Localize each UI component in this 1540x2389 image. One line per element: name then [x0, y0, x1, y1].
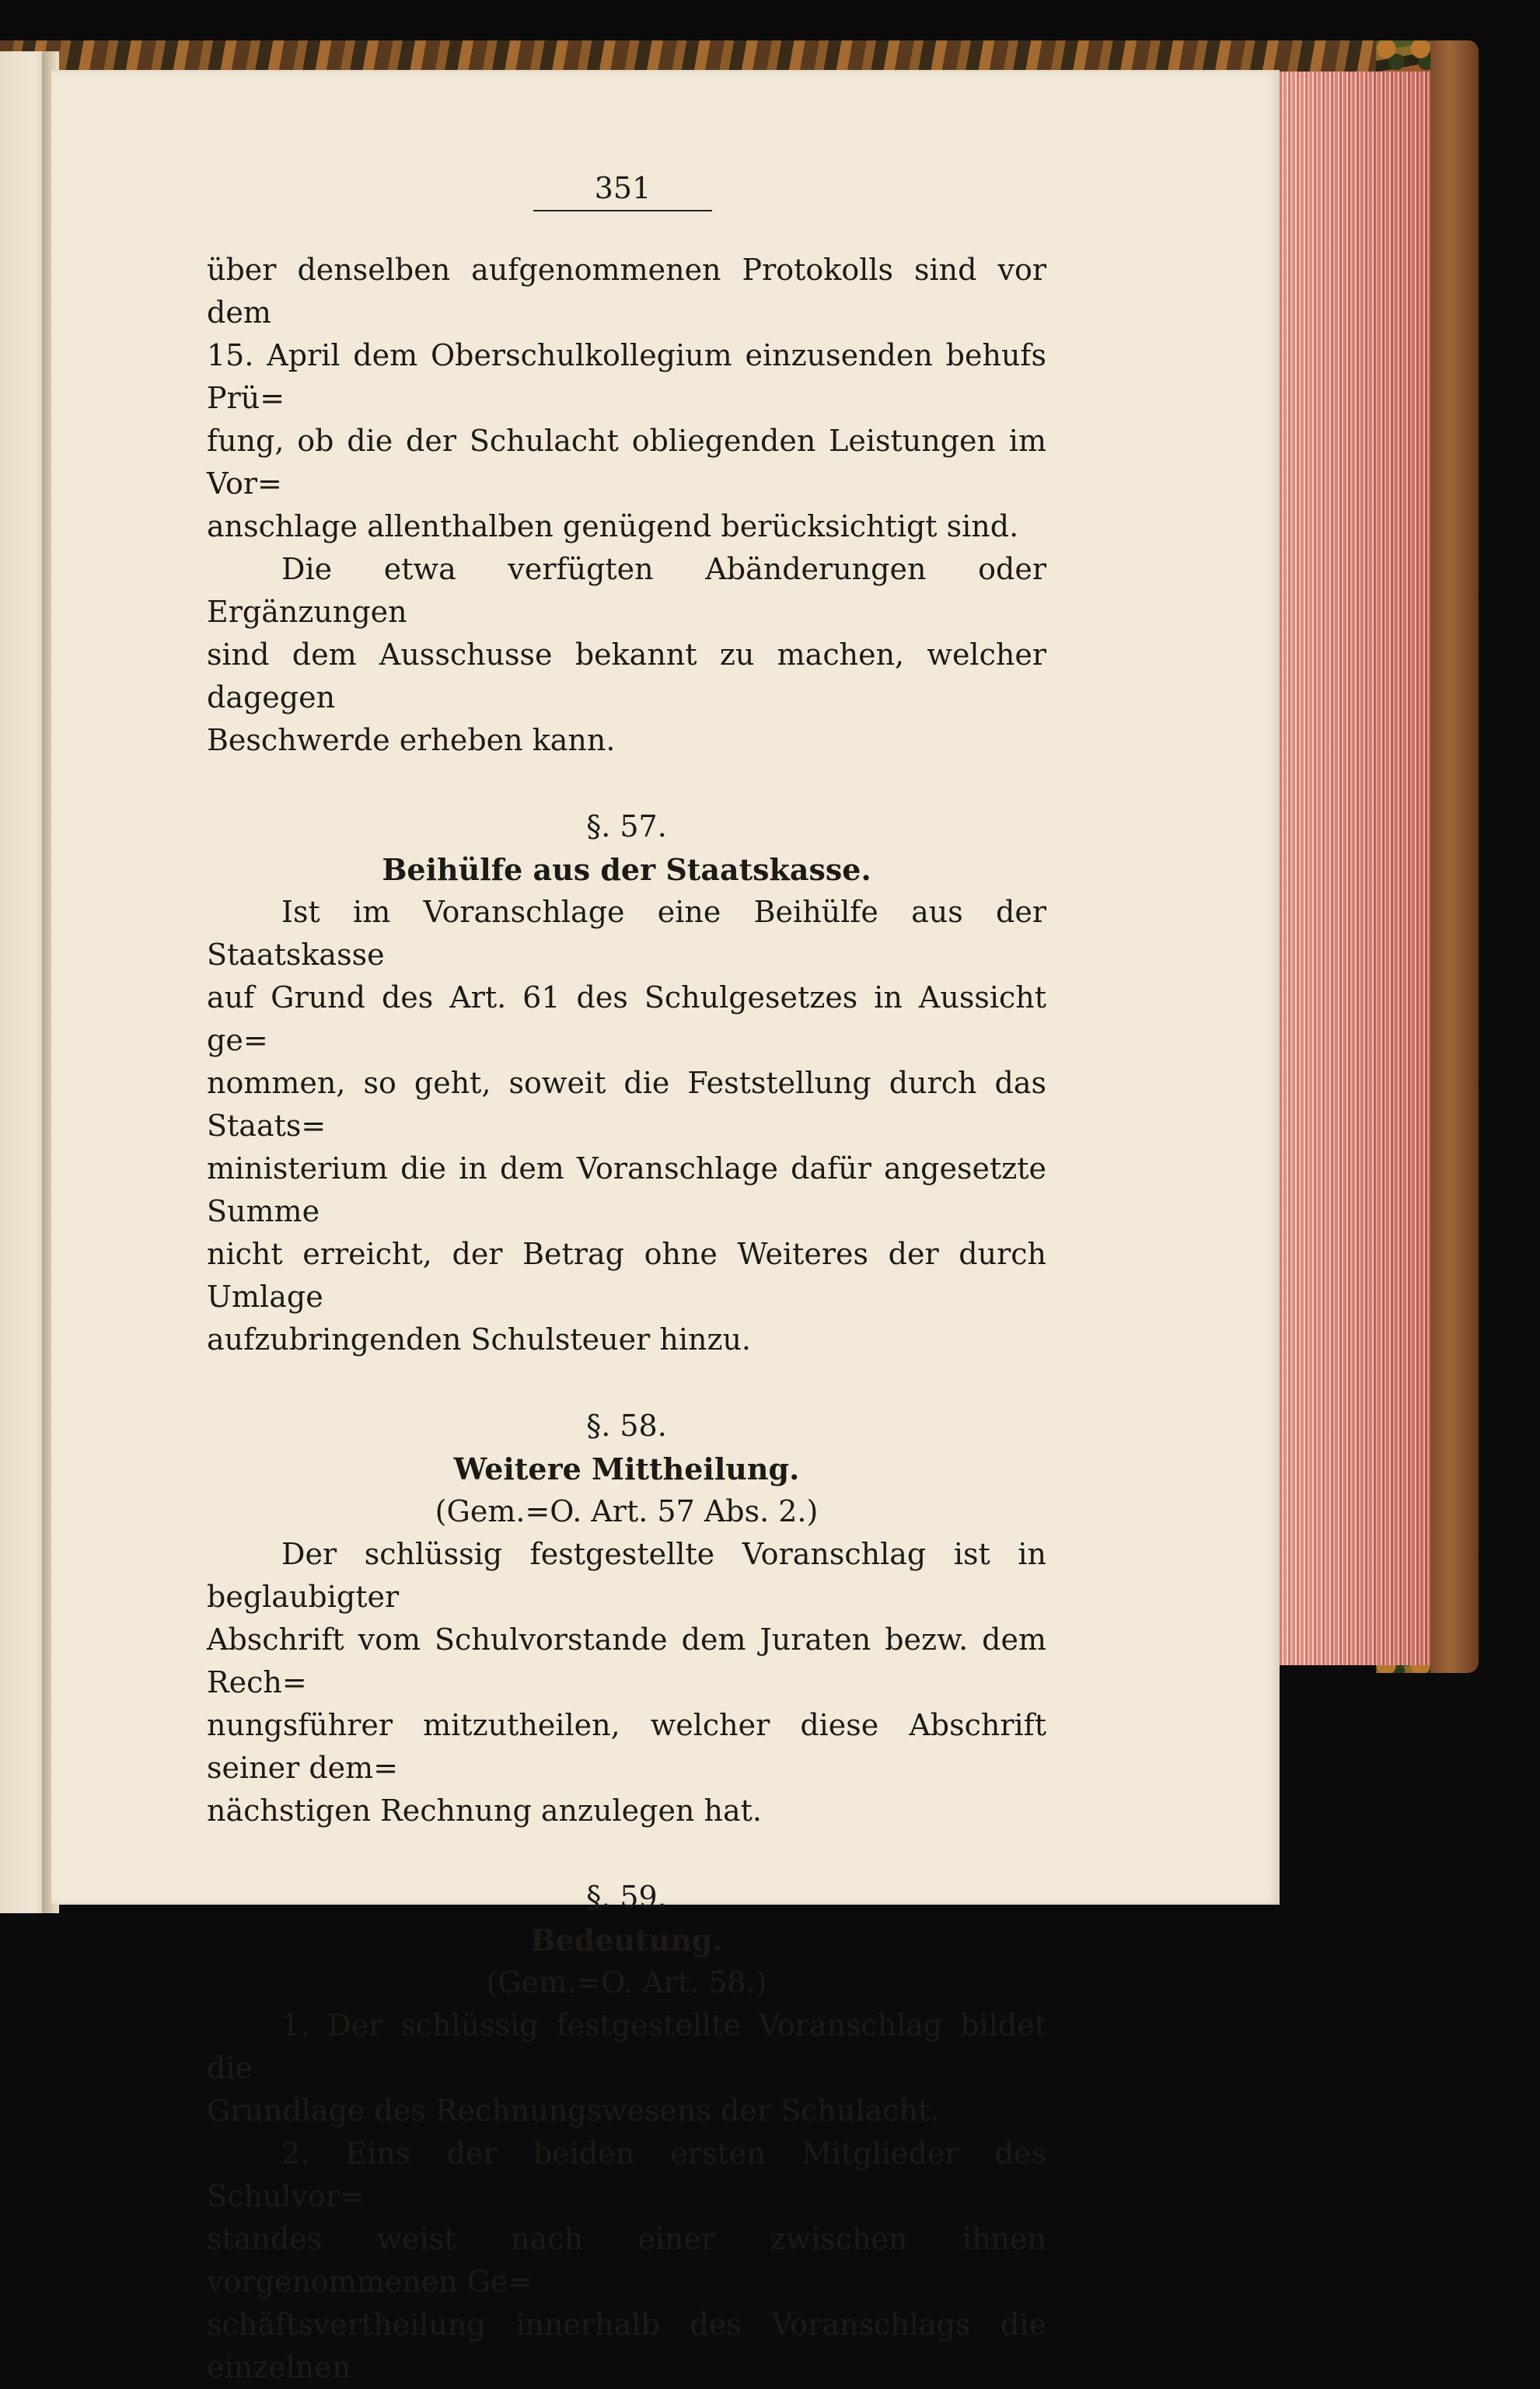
facing-page-sliver — [0, 51, 48, 1913]
section-number: §. 58. — [586, 1409, 667, 1443]
section-59 — [207, 1876, 1046, 2389]
page-edges-shading — [1275, 72, 1430, 1665]
list-item-line: 1. Der schlüssig festgestellte Voranschlag bildet die — [207, 2008, 1046, 2085]
text-line: anschlage allenthalben genügend berücksichtigt sind. — [207, 509, 1019, 543]
text-line: nächstigen Rechnung anzulegen hat. — [207, 1793, 762, 1828]
text-line: Ist im Voranschlage eine Beihülfe aus der Staatskasse — [207, 895, 1046, 972]
section-reference: (Gem.=O. Art. 57 Abs. 2.) — [435, 1494, 819, 1528]
page-number: 351 — [533, 171, 712, 211]
section-title: Bedeutung. — [530, 1923, 723, 1958]
text-line: ministerium die in dem Voranschlage dafür angesetzte Summe — [207, 1151, 1046, 1228]
text-line: nicht erreicht, der Betrag ohne Weiteres der durch Umlage — [207, 1237, 1046, 1314]
text-line: schäftsvertheilung innerhalb des Voranschlags die einzelnen — [207, 2307, 1046, 2384]
section-number: §. 57. — [586, 809, 667, 843]
text-line: nommen, so geht, soweit die Feststellung durch das Staats= — [207, 1066, 1046, 1143]
text-line: über denselben aufgenommenen Protokolls sind vor dem — [207, 253, 1046, 330]
intro-paragraph — [207, 249, 1046, 548]
text-line: sind dem Ausschusse bekannt zu machen, welcher dagegen — [207, 637, 1046, 714]
section-reference: (Gem.=O. Art. 58.) — [486, 1965, 767, 2000]
text-line: aufzubringenden Schulsteuer hinzu. — [207, 1322, 752, 1357]
section-title: Weitere Mittheilung. — [453, 1451, 800, 1486]
text-line: Die etwa verfügten Abänderungen oder Ergänzungen — [207, 552, 1046, 629]
list-item-line: 2. Eins der beiden ersten Mitglieder des Schulvor= — [207, 2136, 1046, 2213]
book-page — [51, 70, 1280, 2384]
text-line: standes weist nach einer zwischen ihnen vorgenommenen Ge= — [207, 2222, 1046, 2299]
section-57 — [207, 805, 1046, 1361]
text-line: Abschrift vom Schulvorstande dem Juraten bezw. dem Rech= — [207, 1622, 1046, 1699]
text-line: nungsführer mitzutheilen, welcher diese Abschrift seiner dem= — [207, 1708, 1046, 1785]
text-line: Der schlüssig festgestellte Voranschlag ist in beglaubigter — [207, 1537, 1046, 1614]
text-line: auf Grund des Art. 61 des Schulgesetzes in Aussicht ge= — [207, 980, 1046, 1057]
section-title: Beihülfe aus der Staatskasse. — [382, 852, 871, 887]
text-line: Beschwerde erheben kann. — [207, 723, 616, 757]
text-line: 15. April dem Oberschulkollegium einzusenden behufs Prü= — [207, 338, 1046, 415]
section-58 — [207, 1405, 1046, 1832]
text-line: fung, ob die der Schulacht obliegenden Leistungen im Vor= — [207, 424, 1046, 501]
page-text — [207, 249, 1046, 2389]
intro-paragraph-2 — [207, 548, 1046, 762]
text-line: Grundlage des Rechnungswesens der Schulacht. — [207, 2094, 940, 2128]
leather-spine-edge — [1430, 40, 1479, 1673]
section-number: §. 59. — [586, 1880, 667, 1914]
